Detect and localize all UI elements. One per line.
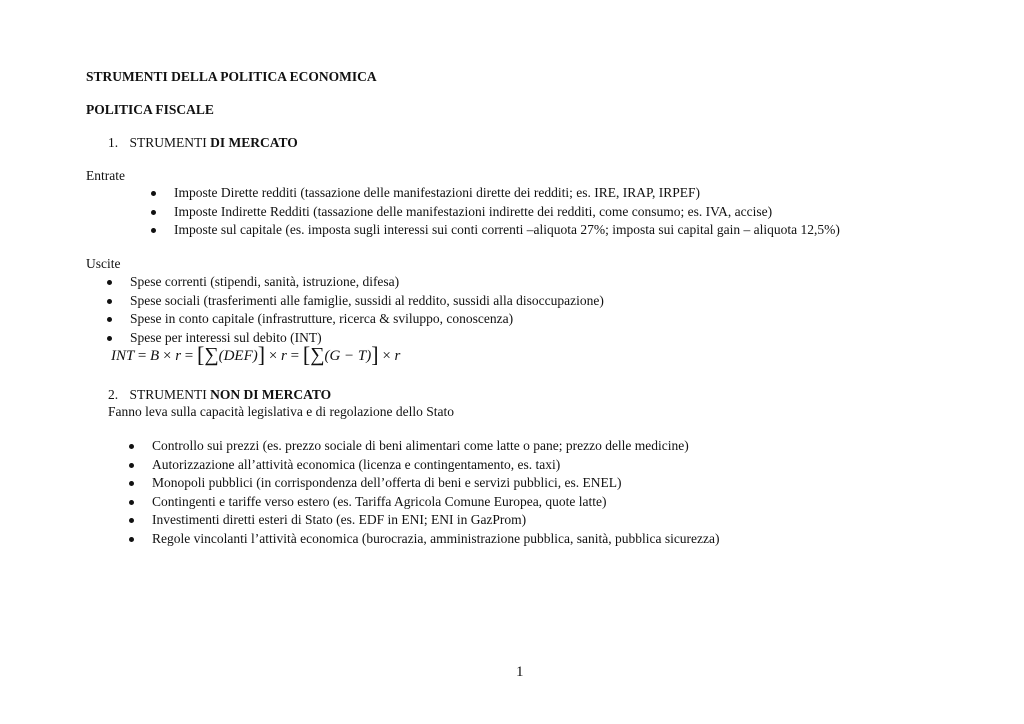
- section-2-prefix: STRUMENTI: [129, 387, 207, 402]
- bullet-icon: [129, 518, 134, 523]
- bullet-icon: [129, 463, 134, 468]
- section-1-number: 1.: [108, 135, 119, 150]
- section-2-description: Fanno leva sulla capacità legislativa e di regolazione dello Stato: [108, 404, 455, 419]
- section-2-number: 2.: [108, 387, 119, 402]
- document-title: STRUMENTI DELLA POLITICA ECONOMICA: [86, 69, 377, 84]
- bullet-icon: [129, 444, 134, 449]
- section-2-heading: [108, 386, 331, 404]
- entrate-label: Entrate: [86, 168, 125, 183]
- interest-formula: INT = B × r = [∑(DEF)] × r = [∑(G − T)] × r: [111, 342, 401, 367]
- sum-symbol: ∑: [310, 344, 325, 366]
- section-2-emphasis: NON DI MERCATO: [210, 387, 332, 402]
- uscite-label: Uscite: [86, 256, 121, 271]
- bullet-icon: [107, 336, 112, 341]
- section-1-prefix: STRUMENTI: [129, 135, 207, 150]
- bullet-icon: [151, 228, 156, 233]
- bullet-icon: [129, 481, 134, 486]
- sum-symbol: ∑: [204, 344, 219, 366]
- bullet-icon: [151, 210, 156, 215]
- bullet-icon: [107, 299, 112, 304]
- section-heading-politica-fiscale: POLITICA FISCALE: [86, 102, 214, 117]
- document-page: STRUMENTI DELLA POLITICA ECONOMICA POLITICA FISCALE 1. STRUMENTI DI MERCATO Entrate Imposte Dirette redditi (tassazione delle manifestazioni dirette dei redditi; es. IRE, IRAP, IRPEF) Imposte Indirette Redditi (tassazione delle manifestazioni indirette dei redditi, come consumo; es. IVA, accise) Imposte sul capitale (es. imposta sugli interessi sui conti correnti –aliquota 27%; imposta sui capital gain – aliquota 12,5%) Uscite Spese correnti (stipendi, sanità, istruzione, difesa) Spese sociali (trasferimenti alle famiglie, sussidi al reddito, sussidi alla disoccupazione) Spese in conto capitale (infrastrutture, ricerca & sviluppo, conoscenza) Spese per interessi sul debito (INT) INT = B × r = [∑(DEF)] × r = [∑(G − T)] × r 2. STRUMENTI NON DI MERCATO Fanno leva sulla capacità legislativa e di regolazione dello Stato Controllo sui prezzi (es. prezzo sociale di beni alimentari come latte o pane; prezzo delle medicine) Autorizzazione all’attività economica (licenza e contingentamento, es. taxi) Monopoli pubblici (in corrispondenza dell’offerta di beni e servizi pubblici, es. ENEL) Contingenti e tariffe verso estero (es. Tariffa Agricola Comune Europea, quote latte) Investimenti diretti esteri di Stato (es. EDF in ENI; ENI in GazProm) Regole vincolanti l’attività economica (burocrazia, amministrazione pubblica, sanità, pubblica sicurezza) 1: [86, 69, 840, 680]
- section-1-emphasis: DI MERCATO: [210, 135, 298, 150]
- section-1-heading: [108, 134, 298, 152]
- bullet-icon: [107, 280, 112, 285]
- bullet-icon: [107, 317, 112, 322]
- bullet-icon: [151, 191, 156, 196]
- bullet-icon: [129, 500, 134, 505]
- bullet-icon: [129, 537, 134, 542]
- page-number: 1: [516, 664, 524, 680]
